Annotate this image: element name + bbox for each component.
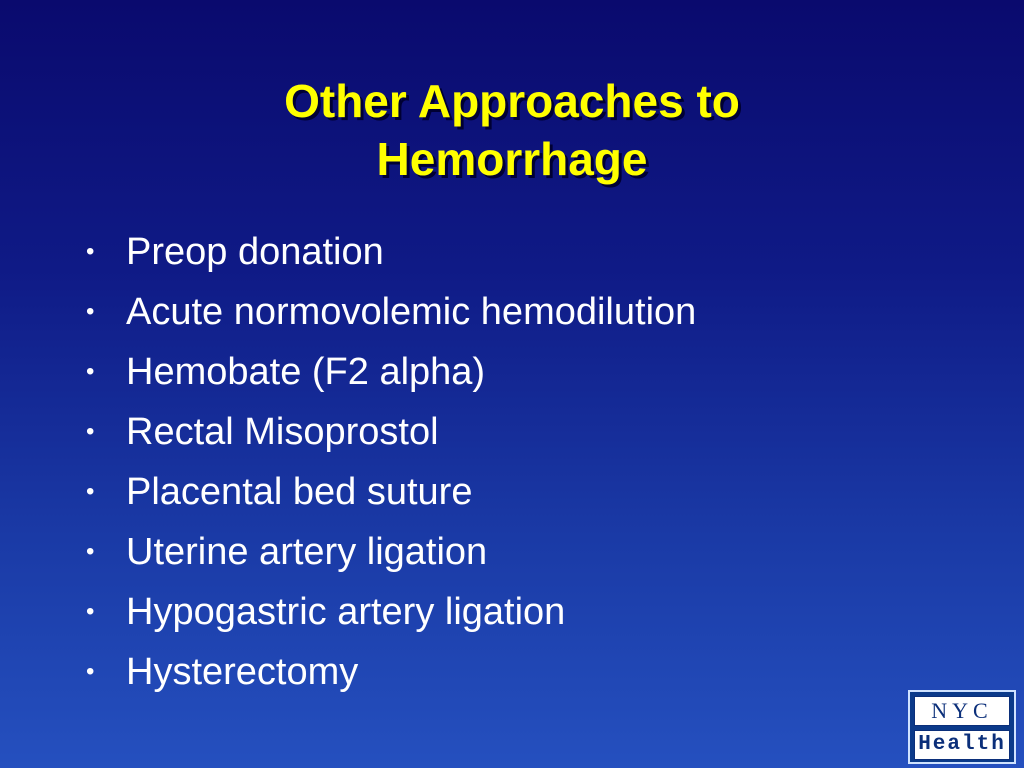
logo-line-health: Health bbox=[914, 730, 1010, 760]
bullet-item bbox=[86, 462, 696, 522]
bullet-icon: • bbox=[86, 538, 95, 565]
bullet-text: Uterine artery ligation bbox=[126, 531, 488, 573]
bullet-text: Placental bed suture bbox=[126, 471, 473, 513]
bullet-item bbox=[86, 222, 696, 282]
bullet-text: Rectal Misoprostol bbox=[126, 411, 439, 453]
bullet-item bbox=[86, 582, 696, 642]
bullet-icon: • bbox=[86, 358, 95, 385]
slide-title-line-1: Other Approaches to bbox=[284, 75, 740, 127]
bullet-item bbox=[86, 642, 696, 702]
bullet-item bbox=[86, 342, 696, 402]
bullet-icon: • bbox=[86, 598, 95, 625]
nyc-health-logo bbox=[908, 690, 1016, 764]
bullet-text: Acute normovolemic hemodilution bbox=[126, 291, 697, 333]
bullet-item bbox=[86, 522, 696, 582]
bullet-icon: • bbox=[86, 658, 95, 685]
bullet-text: Hypogastric artery ligation bbox=[126, 591, 566, 633]
bullet-text: Hemobate (F2 alpha) bbox=[126, 351, 486, 393]
bullet-list bbox=[86, 222, 696, 702]
logo-line-nyc: NYC bbox=[914, 696, 1010, 726]
bullet-text: Hysterectomy bbox=[126, 651, 359, 693]
bullet-icon: • bbox=[86, 478, 95, 505]
slide-title bbox=[0, 72, 1024, 188]
slide-title-line-2: Hemorrhage bbox=[376, 133, 648, 185]
bullet-item bbox=[86, 402, 696, 462]
bullet-icon: • bbox=[86, 418, 95, 445]
bullet-icon: • bbox=[86, 238, 95, 265]
bullet-item bbox=[86, 282, 696, 342]
bullet-text: Preop donation bbox=[126, 231, 384, 273]
bullet-icon: • bbox=[86, 298, 95, 325]
